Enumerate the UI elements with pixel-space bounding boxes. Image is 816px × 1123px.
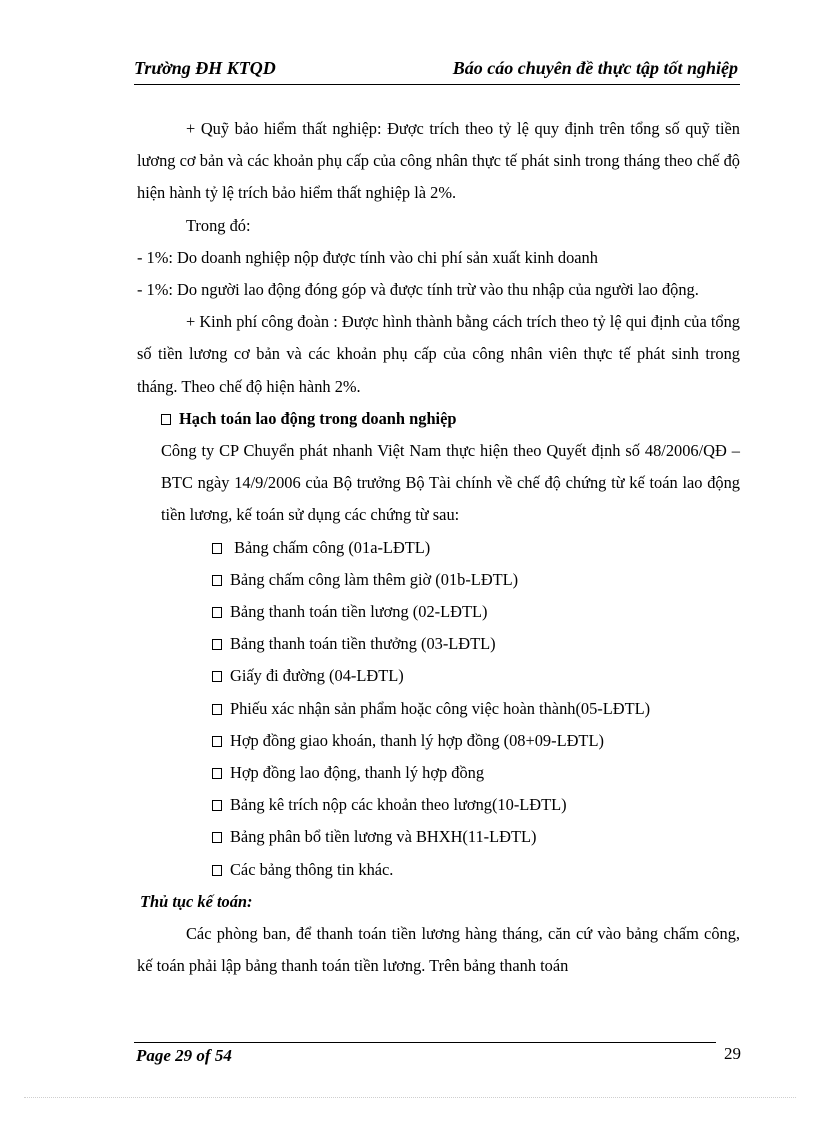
paragraph-employer-share: - 1%: Do doanh nghiệp nộp được tính vào chi phí sản xuất kinh doanh (137, 247, 598, 267)
list-item-text: Hợp đồng lao động, thanh lý hợp đồng (230, 763, 485, 783)
header-report-title: Báo cáo chuyên đề thực tập tốt nghiệp (452, 58, 738, 78)
section-heading-text: Hạch toán lao động trong doanh nghiệp (179, 408, 457, 428)
paragraph-company-decision: Công ty CP Chuyển phát nhanh Việt Nam thực hiện theo Quyết định số 48/2006/QĐ – BTC ngày 14/9/2006 của Bộ trưởng Bộ Tài chính về chế độ chứng từ kế toán lao động tiền lương, kế toán sử dụng các chứng từ sau: (161, 441, 740, 525)
list-item-text: Bảng thanh toán tiền thưởng (03-LĐTL) (230, 634, 496, 654)
header-school: Trường ĐH KTQD (134, 58, 276, 78)
checkbox-bullet-icon (212, 832, 222, 843)
checkbox-bullet-icon (212, 575, 222, 586)
subheading-accounting-procedure: Thủ tục kế toán: (140, 891, 253, 911)
list-item-text: Hợp đồng giao khoán, thanh lý hợp đồng (08+09-LĐTL) (230, 730, 604, 750)
page-header (134, 56, 740, 85)
paragraph-payroll-procedure: Các phòng ban, để thanh toán tiền lương hàng tháng, căn cứ vào bảng chấm công, kế toán phải lập bảng thanh toán tiền lương. Trên bảng thanh toán (137, 924, 740, 976)
checkbox-bullet-icon (212, 607, 222, 618)
list-item-text: Bảng kê trích nộp các khoản theo lương(10-LĐTL) (230, 795, 567, 815)
list-item (212, 532, 740, 564)
paragraph-employee-share: - 1%: Do người lao động đóng góp và được tính trừ vào thu nhập của người lao động. (137, 280, 699, 300)
list-item-text: Các bảng thông tin khác. (230, 859, 394, 879)
list-item (212, 854, 740, 886)
list-item (212, 725, 740, 757)
document-list (137, 532, 740, 886)
checkbox-bullet-icon (212, 768, 222, 779)
list-item-text: Bảng phân bổ tiền lương và BHXH(11-LĐTL) (230, 827, 537, 847)
list-item (212, 757, 740, 789)
list-item-text: Phiếu xác nhận sản phẩm hoặc công việc hoàn thành(05-LĐTL) (230, 698, 651, 718)
checkbox-bullet-icon (161, 414, 171, 425)
checkbox-bullet-icon (212, 671, 222, 682)
footer-page-label: Page 29 of 54 (136, 1046, 232, 1065)
checkbox-bullet-icon (212, 865, 222, 876)
paragraph-of-which: Trong đó: (186, 215, 251, 235)
page-edge-divider (24, 1097, 796, 1098)
page-content (137, 113, 740, 982)
checkbox-bullet-icon (212, 704, 222, 715)
checkbox-bullet-icon (212, 736, 222, 747)
paragraph-unemployment-insurance: + Quỹ bảo hiểm thất nghiệp: Được trích theo tỷ lệ quy định trên tổng số quỹ tiền lương cơ bản và các khoản phụ cấp của công nhân thực tế phát sinh trong tháng theo chế độ hiện hành tỷ lệ trích bảo hiểm thất nghiệp là 2%. (137, 119, 740, 203)
paragraph-union-fee: + Kinh phí công đoàn : Được hình thành bằng cách trích theo tỷ lệ qui định của tổng số tiền lương cơ bản và các khoản phụ cấp của công nhân viên thực tế phát sinh trong tháng. Theo chế độ hiện hành 2%. (137, 312, 740, 396)
list-item (212, 821, 740, 853)
list-item (212, 789, 740, 821)
checkbox-bullet-icon (212, 543, 222, 554)
list-item (212, 693, 740, 725)
checkbox-bullet-icon (212, 639, 222, 650)
checkbox-bullet-icon (212, 800, 222, 811)
section-heading (137, 403, 740, 435)
list-item-text: Bảng thanh toán tiền lương (02-LĐTL) (230, 602, 488, 622)
footer-divider (134, 1042, 716, 1043)
list-item-text: Giấy đi đường (04-LĐTL) (230, 666, 404, 686)
list-item (212, 564, 740, 596)
list-item-text: Bảng chấm công làm thêm giờ (01b-LĐTL) (230, 569, 519, 589)
list-item (212, 660, 740, 692)
list-item (212, 596, 740, 628)
list-item (212, 628, 740, 660)
footer-page-number: 29 (724, 1044, 741, 1063)
list-item-text: Bảng chấm công (01a-LĐTL) (230, 537, 431, 557)
